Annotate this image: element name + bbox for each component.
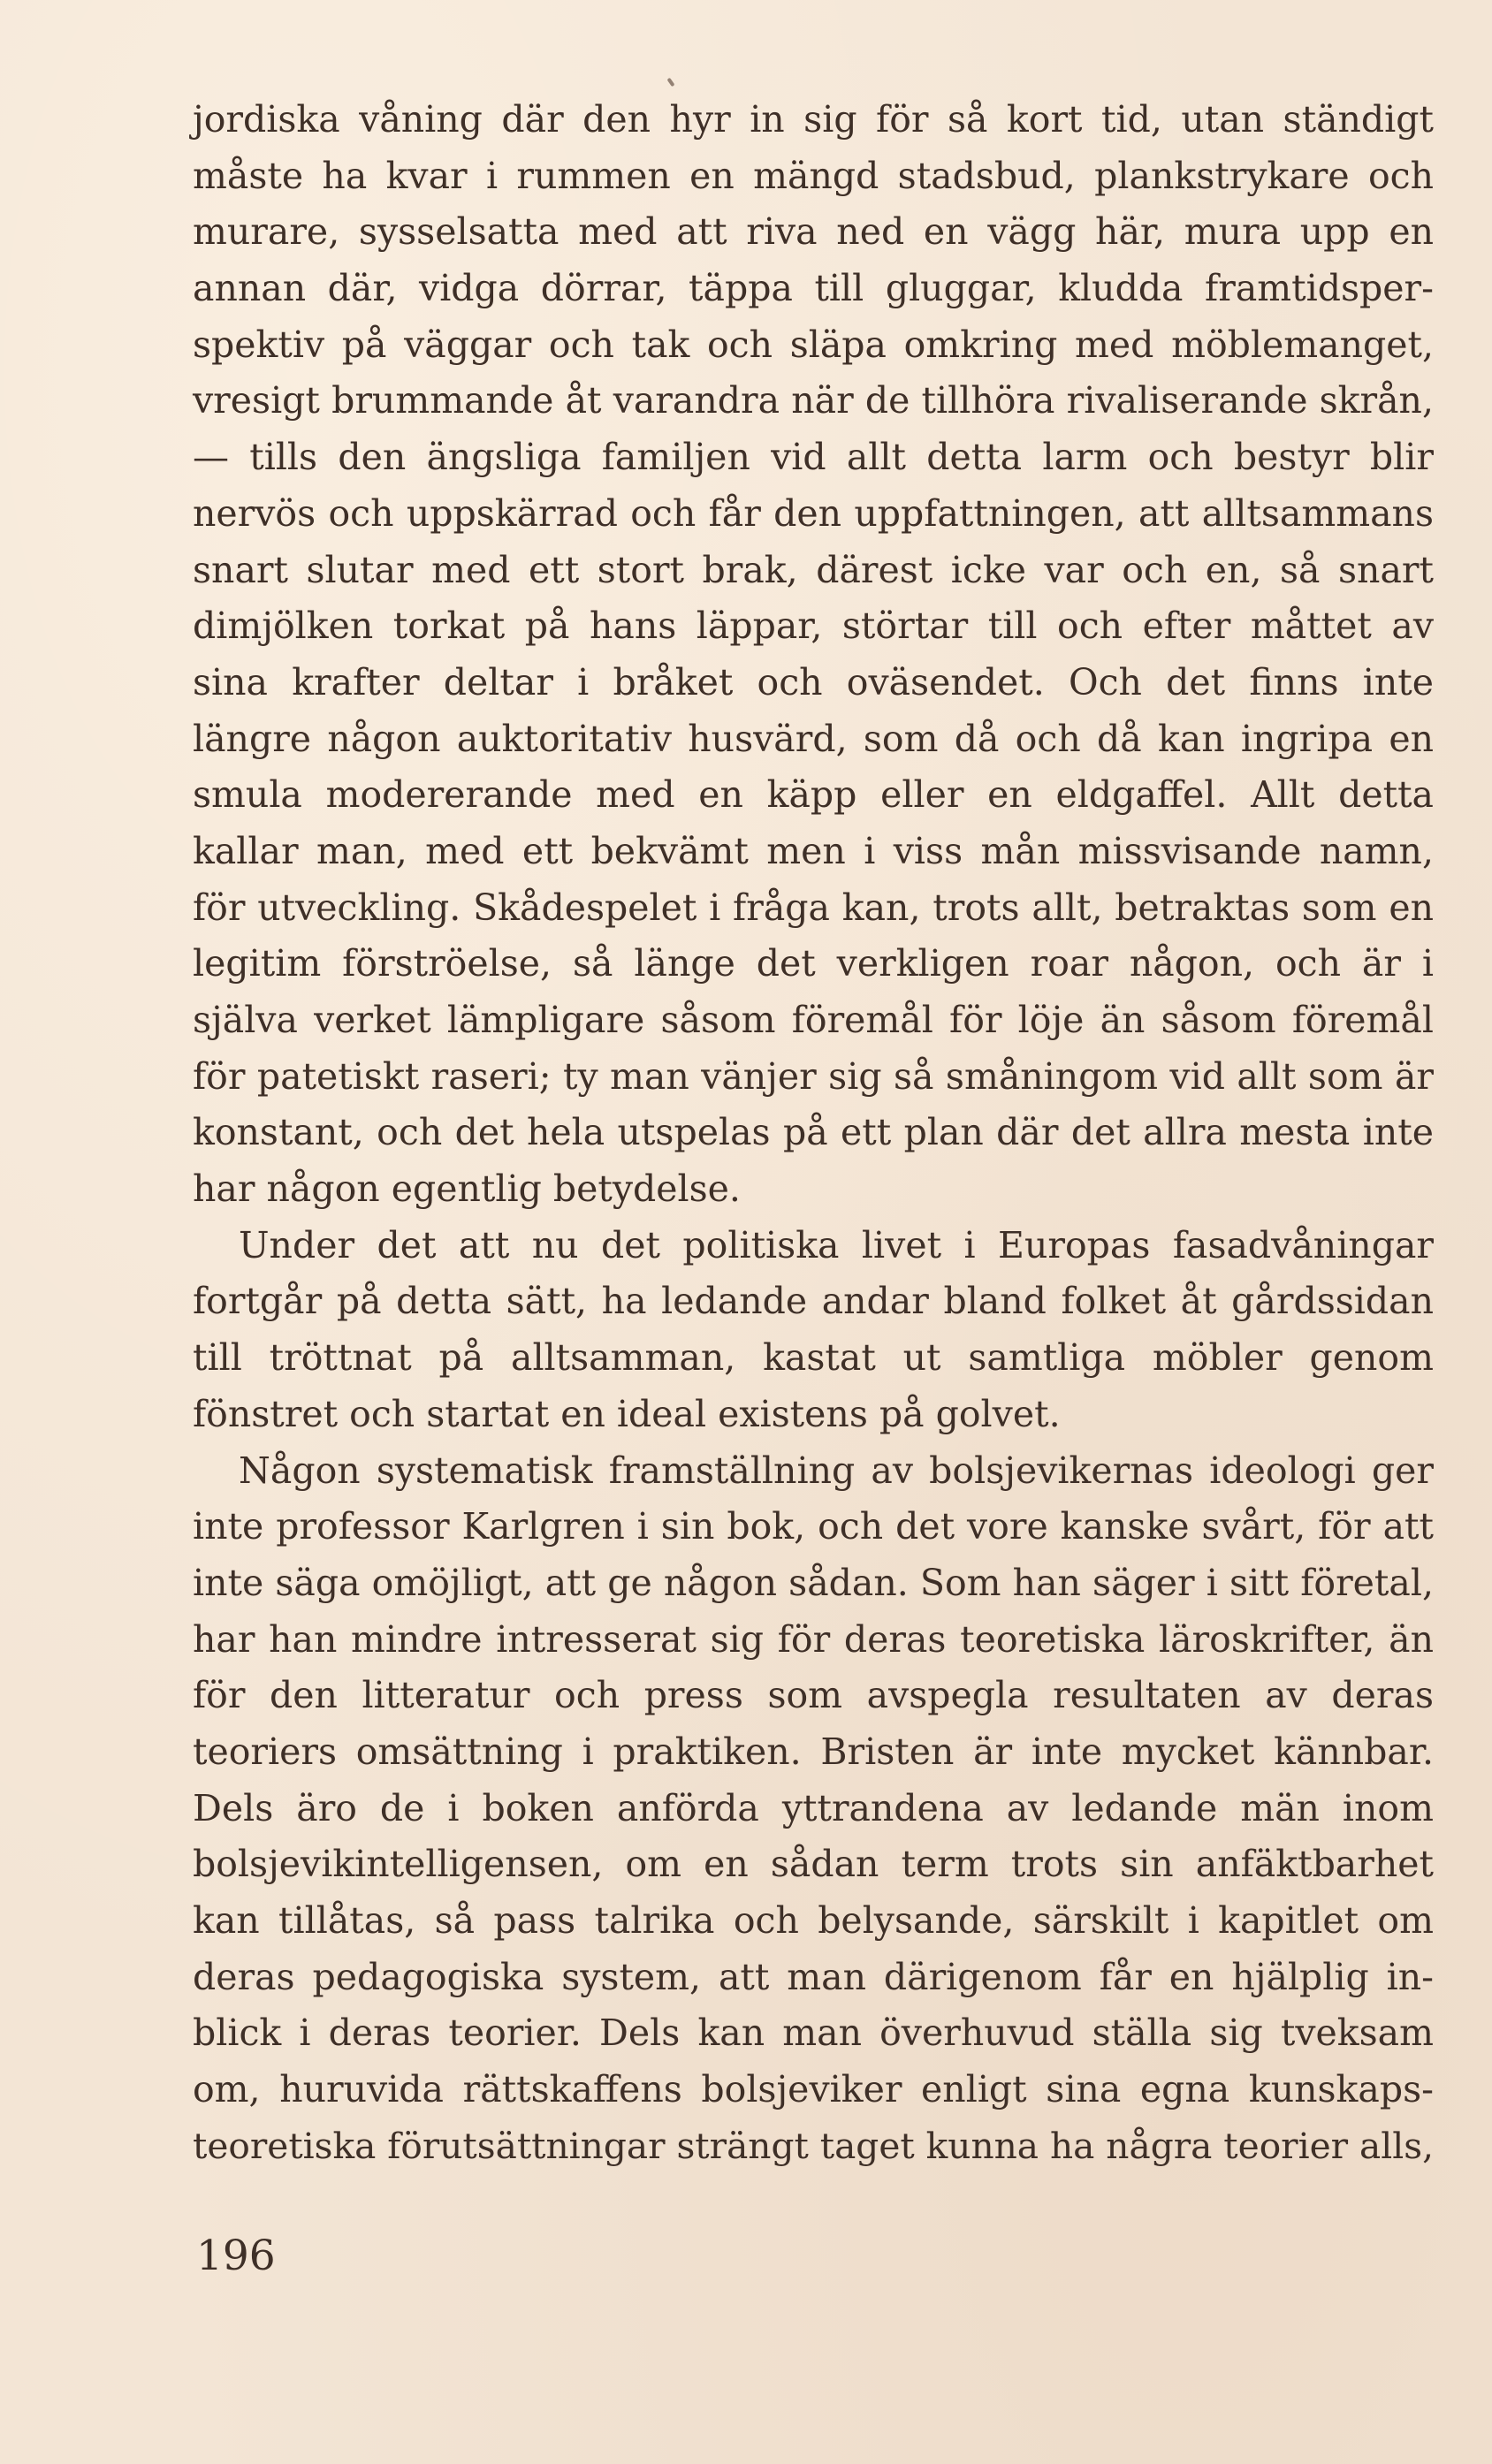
paragraph: [193, 92, 1434, 1218]
text-line: om, huruvida rättskaffens bolsjeviker enligt sina egna kunskaps-: [193, 2068, 1434, 2111]
text-line: nervös och uppskärrad och får den uppfattningen, att alltsammans: [193, 491, 1434, 535]
text-line: kan tillåtas, så pass talrika och belysande, särskilt i kapitlet om: [193, 1899, 1434, 1942]
text-line: sina krafter deltar i bråket och oväsendet. Och det finns inte: [193, 660, 1434, 703]
text-line: fönstret och startat en ideal existens på golvet.: [193, 1392, 1061, 1435]
text-line: konstant, och det hela utspelas på ett plan där det allra mesta inte: [193, 1111, 1434, 1154]
text-line: snart slutar med ett stort brak, därest icke var och en, så snart: [193, 548, 1434, 591]
text-line: teoriers omsättning i praktiken. Bristen är inte mycket kännbar.: [193, 1730, 1434, 1773]
text-line: bolsjevikintelligensen, om en sådan term trots sin anfäktbarhet: [193, 1843, 1434, 1886]
text-line: smula modererande med en käpp eller en eldgaffel. Allt detta: [193, 773, 1434, 817]
text-line: fortgår på detta sätt, ha ledande andar bland folket åt gårdssidan: [193, 1280, 1434, 1323]
text-line: jordiska våning där den hyr in sig för så kort tid, utan ständigt: [193, 98, 1434, 141]
text-line: Dels äro de i boken anförda yttrandena av ledande män inom: [193, 1786, 1434, 1829]
text-line: själva verket lämpligare såsom föremål för löje än såsom föremål: [193, 999, 1434, 1041]
text-line: annan där, vidga dörrar, täppa till gluggar, kludda framtidsper-: [193, 267, 1434, 310]
text-line: spektiv på väggar och tak och släpa omkring med möblemanget,: [193, 323, 1434, 366]
text-line: till tröttnat på alltsamman, kastat ut samtliga möbler genom: [193, 1336, 1434, 1380]
text-line: längre någon auktoritativ husvärd, som då och då kan ingripa en: [193, 717, 1434, 760]
text-line: Någon systematisk framställning av bolsjevikernas ideologi ger: [239, 1449, 1434, 1492]
text-line: inte professor Karlgren i sin bok, och det vore kanske svårt, för att: [193, 1505, 1434, 1548]
text-line: har någon egentlig betydelse.: [193, 1167, 741, 1211]
text-line: för patetiskt raseri; ty man vänjer sig så småningom vid allt som är: [193, 1054, 1434, 1098]
paragraph: [193, 1218, 1434, 1443]
page-number: 196: [196, 2232, 276, 2280]
ink-speck: [666, 78, 674, 87]
text-line: kallar man, med ett bekvämt men i viss mån missvisande namn,: [193, 829, 1434, 872]
text-line: teoretiska förutsättningar strängt taget kunna ha några teorier alls,: [193, 2124, 1434, 2167]
text-line: — tills den ängsliga familjen vid allt detta larm och bestyr blir: [193, 436, 1434, 479]
text-line: dimjölken torkat på hans läppar, störtar till och efter måttet av: [193, 605, 1434, 648]
text-line: har han mindre intresserat sig för deras teoretiska läroskrifter, än: [193, 1617, 1434, 1661]
text-line: legitim förströelse, så länge det verkligen roar någon, och är i: [193, 942, 1434, 985]
text-line: vresigt brummande åt varandra när de tillhöra rivaliserande skrån,: [193, 379, 1434, 422]
text-line: Under det att nu det politiska livet i Europas fasadvåningar: [239, 1223, 1434, 1266]
text-line: blick i deras teorier. Dels kan man överhuvud ställa sig tveksam: [193, 2012, 1434, 2055]
text-line: deras pedagogiska system, att man därigenom får en hjälplig in-: [193, 1955, 1434, 1998]
text-line: för den litteratur och press som avspegla resultaten av deras: [193, 1674, 1434, 1717]
text-line: inte säga omöjligt, att ge någon sådan. Som han säger i sitt företal,: [193, 1561, 1434, 1604]
page-body: [193, 92, 1434, 2174]
text-line: måste ha kvar i rummen en mängd stadsbud, plankstrykare och: [193, 154, 1434, 197]
text-line: för utveckling. Skådespelet i fråga kan, trots allt, betraktas som en: [193, 886, 1434, 929]
text-line: murare, sysselsatta med att riva ned en vägg här, mura upp en: [193, 210, 1434, 254]
paragraph: [193, 1443, 1434, 2175]
